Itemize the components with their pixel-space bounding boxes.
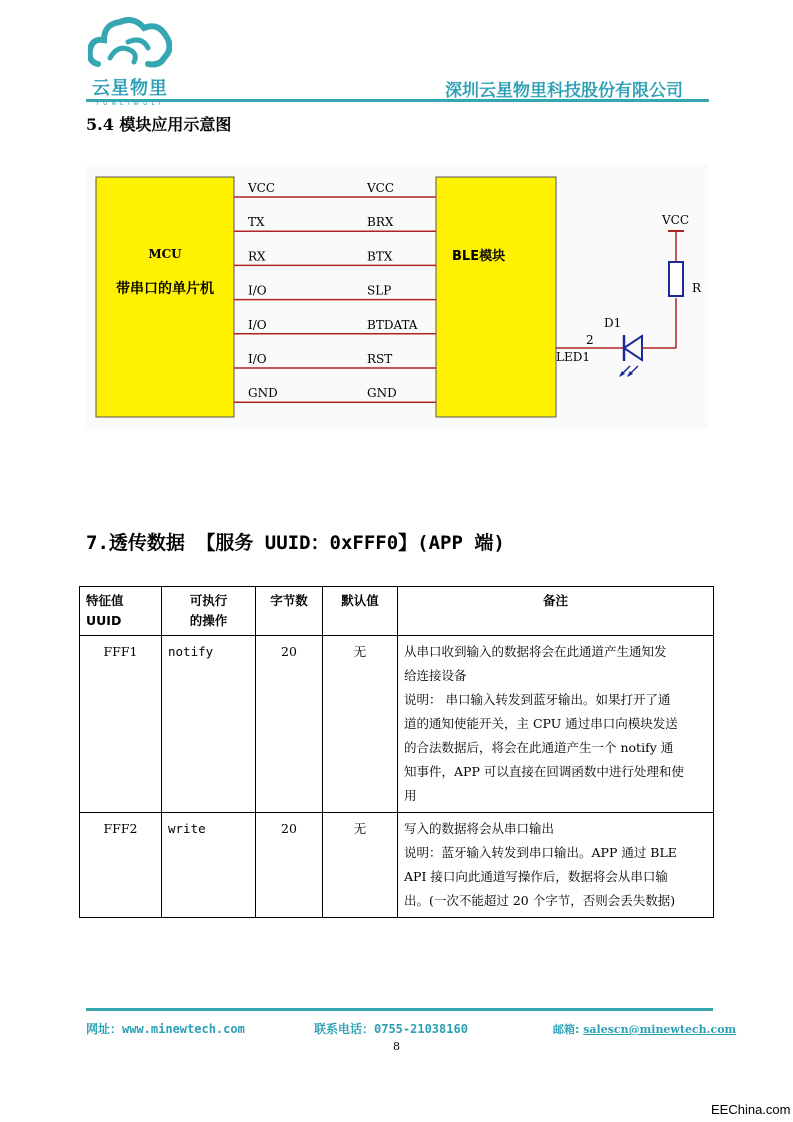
footer-email	[553, 1021, 736, 1037]
note-line: 给连接设备	[404, 668, 467, 683]
cell-bytes: 20	[256, 636, 323, 813]
footer-website[interactable]: 网址：www.minewtech.com	[86, 1022, 245, 1036]
cell-bytes: 20	[256, 813, 323, 918]
header-bytes: 字节数	[256, 587, 323, 636]
header-rule	[86, 99, 709, 102]
mcu-pin-label: I/O	[248, 283, 267, 298]
header-note: 备注	[398, 587, 714, 636]
header-op-line1: 可执行	[189, 593, 228, 608]
ble-pin-label: GND	[367, 386, 397, 401]
table-row	[80, 813, 714, 918]
table-row	[80, 636, 714, 813]
logo-subtext: YUNLIWULI	[95, 100, 165, 107]
note-line: 道的通知使能开关，主 CPU 通过串口向模块发送	[404, 716, 678, 731]
header-uuid-line1: 特征值	[86, 593, 124, 608]
note-line: 从串口收到输入的数据将会在此通道产生通知发	[404, 644, 667, 659]
led-pin-label: LED1	[556, 350, 590, 364]
note-line: API 接口向此通道写操作后，数据将会从串口输	[404, 869, 668, 884]
logo	[88, 14, 172, 107]
mcu-pin-label: I/O	[248, 317, 267, 332]
note-line: 说明： 串口输入转发到蓝牙输出。如果打开了通	[404, 692, 671, 707]
ble-pin-label: SLP	[367, 283, 392, 298]
header-uuid-line2: UUID	[86, 613, 122, 628]
mcu-pin-label: I/O	[248, 352, 267, 366]
note-line: 写入的数据将会从串口输出	[404, 821, 555, 836]
mcu-pin-label: GND	[248, 386, 278, 401]
resistor-label: R	[692, 281, 702, 295]
cell-default: 无	[323, 813, 398, 918]
ble-label: BLE模块	[452, 249, 506, 264]
footer-rule	[86, 1008, 713, 1011]
page-number: 8	[393, 1040, 400, 1053]
header-operation	[162, 587, 256, 636]
note-line: 说明：蓝牙输入转发到串口输出。APP 通过 BLE	[404, 845, 677, 860]
ble-pin-label: VCC	[367, 181, 395, 195]
resistor-icon	[669, 262, 683, 296]
cell-note	[398, 636, 714, 813]
cloud-logo-icon	[88, 14, 172, 72]
section-title: 5.4 模块应用示意图	[86, 115, 232, 134]
note-line: 知事件，APP 可以直接在回调函数中进行处理和使	[404, 764, 684, 779]
cell-uuid: FFF1	[80, 636, 162, 813]
characteristic-table	[79, 586, 714, 918]
mcu-label: MCU	[148, 247, 182, 261]
ble-block	[436, 177, 556, 417]
ble-pin-label: BTDATA	[367, 317, 418, 332]
mcu-block	[96, 177, 234, 417]
ble-pin-label: RST	[367, 352, 393, 366]
header-uuid	[80, 587, 162, 636]
email-label: 邮箱:	[553, 1023, 584, 1036]
cell-uuid: FFF2	[80, 813, 162, 918]
ble-pin-label: BRX	[367, 215, 394, 230]
diagram-svg	[86, 165, 708, 429]
watermark: EEChina.com	[711, 1102, 791, 1117]
note-line: 的合法数据后，将会在此通道产生一个 notify 通	[404, 740, 674, 755]
header-default: 默认值	[323, 587, 398, 636]
mcu-pin-label: VCC	[248, 181, 276, 195]
cell-operation: write	[162, 813, 256, 918]
section-title-2: 7.透传数据 【服务 UUID：0xFFF0】(APP 端)	[86, 532, 505, 554]
header-op-line2: 的操作	[189, 613, 228, 628]
ble-pin-label: BTX	[367, 249, 393, 264]
logo-text: 云星物里	[92, 78, 168, 99]
led-pin-number: 2	[586, 333, 594, 347]
cell-default: 无	[323, 636, 398, 813]
vcc-label: VCC	[662, 213, 690, 227]
footer-phone: 联系电话：0755-21038160	[314, 1022, 468, 1036]
note-line: 出。(一次不能超过 20 个字节，否则会丢失数据)	[404, 893, 676, 908]
module-diagram	[86, 165, 708, 429]
mcu-pin-label: RX	[248, 249, 266, 264]
cell-note	[398, 813, 714, 918]
table-header-row	[80, 587, 714, 636]
mcu-pin-label: TX	[248, 215, 265, 230]
note-line: 用	[404, 788, 417, 803]
diode-label: D1	[604, 316, 622, 330]
mcu-desc: 带串口的单片机	[116, 281, 214, 297]
company-name: 深圳云星物里科技股份有限公司	[445, 81, 683, 101]
cell-operation: notify	[162, 636, 256, 813]
email-link[interactable]: salescn@minewtech.com	[583, 1023, 737, 1036]
